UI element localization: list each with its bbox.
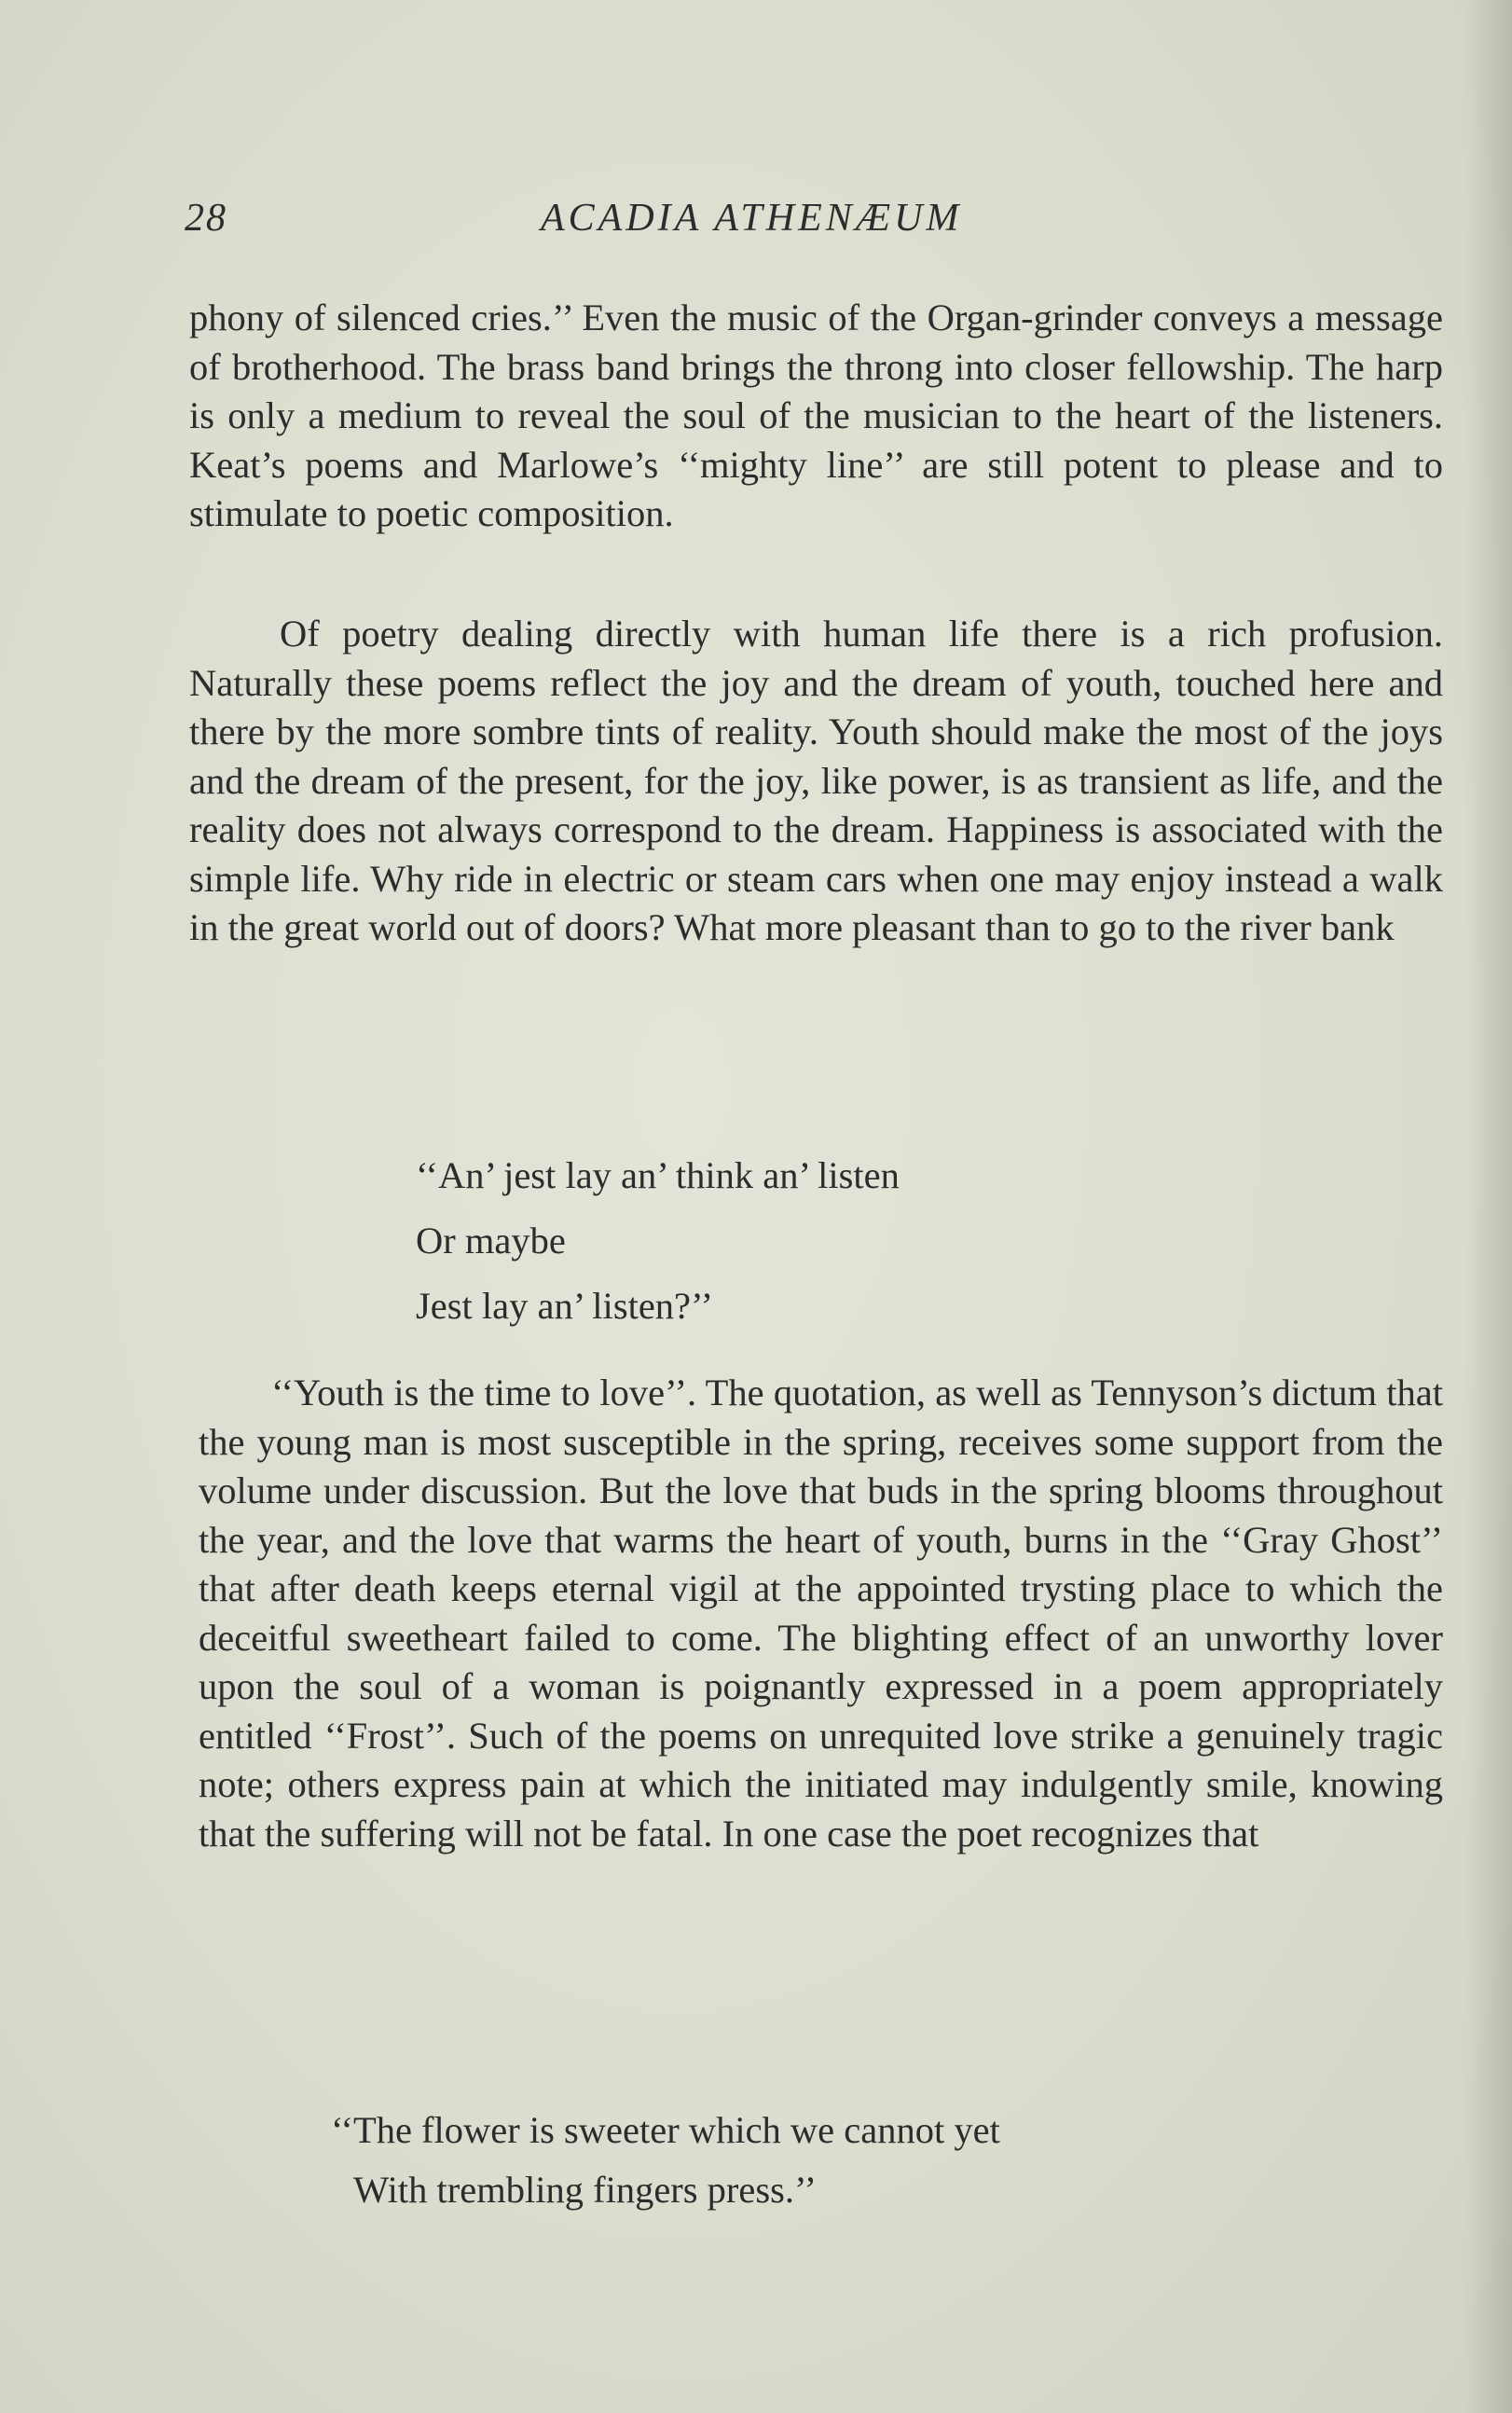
- paragraph-3: [199, 1369, 1443, 1858]
- paragraph-1-text: phony of silenced cries.’’ Even the music of the Organ-grinder conveys a message of brotherhood. The brass band brings the throng into closer fellowship. The harp is only a medium to reveal the soul of the musician to the heart of the listeners. Keat’s poems and Marlowe’s ‘‘mighty line’’ are still potent to please and to stimulate to poetic composition.: [189, 296, 1443, 534]
- paragraph-2: [189, 610, 1443, 953]
- journal-title: ACADIA ATHENÆUM: [541, 197, 963, 240]
- verse-2-line-2: With trembling fingers press.’’: [353, 2169, 817, 2211]
- paragraph-3-text: ‘‘Youth is the time to love’’. The quotation, as well as Tennyson’s dictum that the young man is most susceptible in the spring, receives some support from the volume under discussion. But the love that buds in the spring blooms throughout the year, and the love that warms the heart of youth, burns in the ‘‘Gray Ghost’’ that after death keeps eternal vigil at the appointed trysting place to which the deceitful sweetheart failed to come. The blighting effect of an unworthy lover upon the soul of a woman is poignantly expressed in a poem appropriately entitled ‘‘Frost’’. Such of the poems on unrequited love strike a genuinely tragic note; others express pain at which the initiated may indulgently smile, knowing that the suffering will not be fatal. In one case the poet recognizes that: [199, 1372, 1443, 1855]
- verse-1-line-3: Jest lay an’ listen?’’: [416, 1285, 713, 1327]
- verse-quotation-1: [416, 1143, 900, 1339]
- paragraph-2-text: Of poetry dealing directly with human life there is a rich profusion. Naturally these poems reflect the joy and the dream of youth, touched here and there by the more sombre tints of reality. Youth should make the most of the joys and the dream of the present, for the joy, like power, is as transient as life, and the reality does not always correspond to the dream. Happiness is associated with the simple life. Why ride in electric or steam cars when one may enjoy instead a walk in the great world out of doors? What more pleasant than to go to the river bank: [189, 613, 1443, 948]
- page-edge-shadow: [1465, 0, 1512, 2413]
- verse-1-line-1: ‘‘An’ jest lay an’ think an’ listen: [416, 1154, 900, 1196]
- verse-2-line-1: ‘‘The flower is sweeter which we cannot yet: [331, 2109, 1000, 2151]
- running-head: [185, 196, 1471, 252]
- verse-quotation-2: [331, 2101, 1000, 2220]
- page-number: 28: [185, 197, 227, 240]
- verse-1-line-2: Or maybe: [416, 1220, 566, 1262]
- paragraph-1: [189, 294, 1443, 539]
